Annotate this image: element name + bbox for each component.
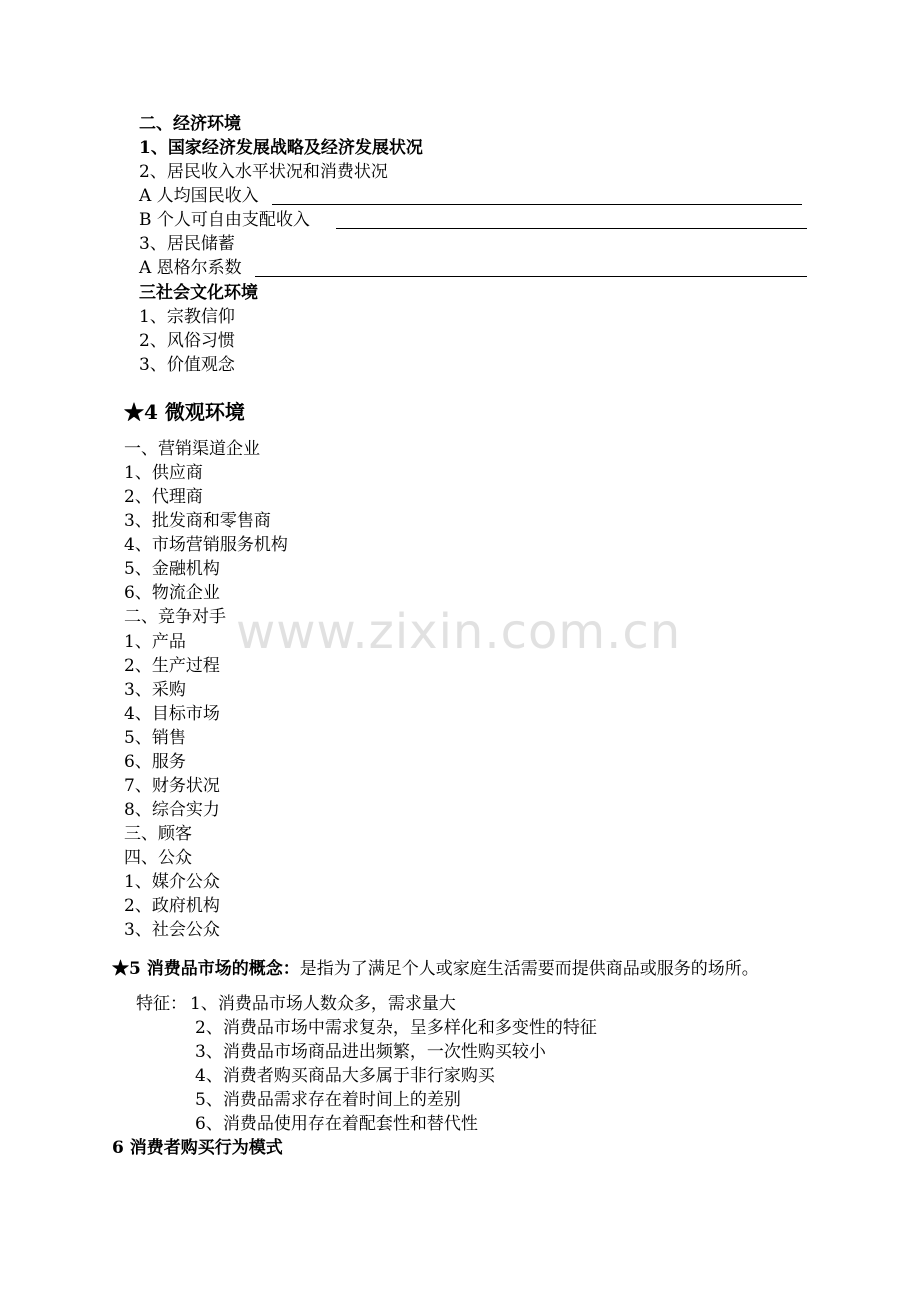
list-item: 2、代理商 [124, 487, 203, 507]
customers-heading: 三、顾客 [124, 824, 192, 844]
economic-item-2a: A 人均国民收入 [139, 186, 259, 206]
competitors-heading: 二、竞争对手 [124, 607, 226, 627]
list-item: 3、价值观念 [139, 355, 235, 375]
social-heading: 三社会文化环境 [139, 283, 258, 303]
features-label: 特征： [136, 994, 187, 1014]
feature-item: 6、消费品使用存在着配套性和替代性 [195, 1114, 478, 1134]
list-item: 3、社会公众 [124, 920, 220, 940]
feature-item: 1、消费品市场人数众多，需求量大 [190, 994, 456, 1014]
list-item: 6、服务 [124, 752, 186, 772]
list-item: 2、政府机构 [124, 896, 220, 916]
consumer-market-definition: 是指为了满足个人或家庭生活需要而提供商品或服务的场所。 [299, 959, 759, 979]
blank-line-3a [255, 276, 807, 277]
economic-item-2b: B 个人可自由支配收入 [139, 210, 310, 230]
list-item: 3、采购 [124, 680, 186, 700]
economic-item-3a: A 恩格尔系数 [139, 258, 242, 278]
feature-item: 3、消费品市场商品进出频繁，一次性购买较小 [195, 1042, 546, 1062]
economic-item-3: 3、居民储蓄 [139, 234, 235, 254]
list-item: 2、风俗习惯 [139, 331, 235, 351]
list-item: 1、供应商 [124, 463, 203, 483]
list-item: 1、宗教信仰 [139, 307, 235, 327]
blank-line-2a [272, 204, 802, 205]
consumer-market-definition-line [112, 957, 759, 981]
list-item: 2、生产过程 [124, 656, 220, 676]
blank-line-2b [336, 228, 807, 229]
feature-item: 4、消费者购买商品大多属于非行家购买 [195, 1066, 495, 1086]
list-item: 4、市场营销服务机构 [124, 535, 288, 555]
list-item: 8、综合实力 [124, 800, 220, 820]
list-item: 1、产品 [124, 632, 186, 652]
list-item: 1、媒介公众 [124, 872, 220, 892]
economic-heading: 二、经济环境 [139, 114, 241, 134]
watermark: www.zixin.com.cn [236, 604, 682, 660]
list-item: 3、批发商和零售商 [124, 511, 271, 531]
channels-heading: 一、营销渠道企业 [124, 439, 260, 459]
list-item: 5、销售 [124, 728, 186, 748]
public-heading: 四、公众 [124, 848, 192, 868]
micro-title: ★4 微观环境 [124, 400, 245, 424]
feature-item: 2、消费品市场中需求复杂，呈多样化和多变性的特征 [195, 1018, 597, 1038]
economic-item-2: 2、居民收入水平状况和消费状况 [139, 162, 388, 182]
list-item: 4、目标市场 [124, 704, 220, 724]
list-item: 5、金融机构 [124, 559, 220, 579]
buying-model-heading: 6 消费者购买行为模式 [112, 1138, 283, 1158]
list-item: 7、财务状况 [124, 776, 220, 796]
economic-item-1: 1、国家经济发展战略及经济发展状况 [139, 138, 423, 158]
consumer-market-label: ★5 消费品市场的概念： [112, 959, 300, 979]
list-item: 6、物流企业 [124, 583, 220, 603]
feature-item: 5、消费品需求存在着时间上的差别 [195, 1090, 461, 1110]
